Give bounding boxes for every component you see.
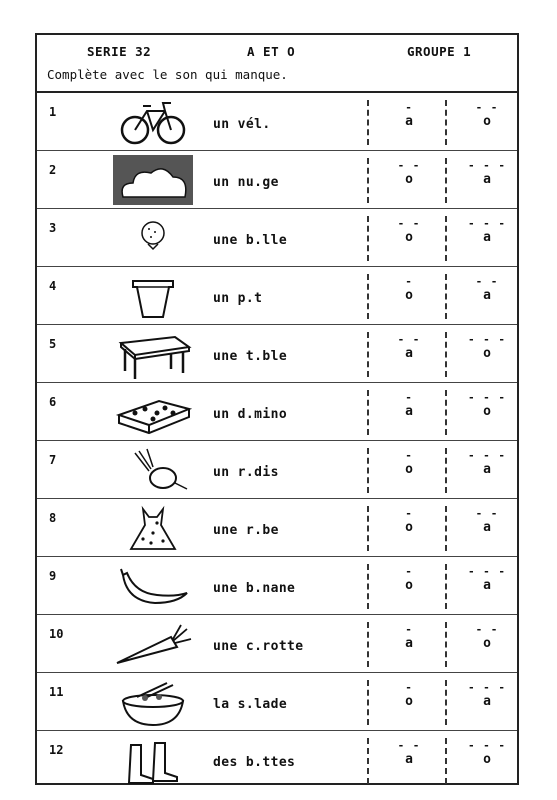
syllable-marks: - - - [467, 565, 507, 578]
exercise-row [37, 267, 517, 325]
syllable-marks: - - - [467, 159, 507, 172]
exercise-number: 6 [49, 395, 57, 409]
syllable-marks: - - - [467, 391, 507, 404]
answer-option-2[interactable] [453, 683, 521, 709]
exercise-number: 1 [49, 105, 57, 119]
option-letter: a [483, 172, 491, 187]
exercise-number: 11 [49, 685, 64, 699]
dashed-divider [445, 738, 447, 784]
syllable-marks: - [405, 681, 413, 694]
exercise-row [37, 499, 517, 557]
banana-illustration [113, 561, 193, 611]
answer-option-1[interactable] [375, 567, 443, 593]
dashed-divider [445, 564, 447, 609]
answer-option-2[interactable] [453, 277, 521, 303]
answer-option-2[interactable] [453, 509, 521, 535]
dashed-divider [445, 448, 447, 493]
option-letter: o [405, 694, 413, 709]
syllable-marks: - [405, 275, 413, 288]
option-letter: o [405, 230, 413, 245]
exercise-word: un nu.ge [213, 175, 279, 190]
answer-option-2[interactable] [453, 625, 521, 651]
option-letter: a [405, 404, 413, 419]
exercise-word: un d.mino [213, 407, 288, 422]
answer-option-2[interactable] [453, 103, 521, 129]
exercise-word: une r.be [213, 523, 279, 538]
option-letter: o [483, 404, 491, 419]
option-letter: a [483, 288, 491, 303]
dress-illustration [113, 503, 193, 553]
option-letter: a [405, 636, 413, 651]
exercise-row [37, 557, 517, 615]
dashed-divider [367, 274, 369, 319]
answer-option-1[interactable] [375, 741, 443, 767]
option-letter: o [405, 578, 413, 593]
option-letter: o [405, 172, 413, 187]
syllable-marks: - [405, 565, 413, 578]
answer-option-1[interactable] [375, 103, 443, 129]
table-illustration [113, 329, 193, 379]
option-letter: a [483, 694, 491, 709]
answer-option-2[interactable] [453, 567, 521, 593]
exercise-word: un r.dis [213, 465, 279, 480]
exercise-number: 2 [49, 163, 57, 177]
exercise-number: 3 [49, 221, 57, 235]
syllable-marks: - - - [467, 333, 507, 346]
series-label: SERIE 32 [87, 44, 152, 59]
dashed-divider [367, 564, 369, 609]
dashed-divider [367, 622, 369, 667]
answer-option-1[interactable] [375, 335, 443, 361]
domino-illustration [113, 387, 193, 437]
syllable-marks: - - [397, 333, 421, 346]
syllable-marks: - - - [467, 681, 507, 694]
syllable-marks: - - [475, 275, 499, 288]
option-letter: o [405, 288, 413, 303]
answer-option-1[interactable] [375, 683, 443, 709]
exercise-word: une c.rotte [213, 639, 304, 654]
dashed-divider [445, 158, 447, 203]
exercise-row [37, 93, 517, 151]
answer-option-2[interactable] [453, 219, 521, 245]
option-letter: a [483, 462, 491, 477]
exercise-row [37, 151, 517, 209]
syllable-marks: - - [397, 217, 421, 230]
option-letter: o [483, 114, 491, 129]
exercise-word: des b.ttes [213, 755, 296, 770]
exercise-row [37, 673, 517, 731]
dashed-divider [445, 332, 447, 377]
answer-option-1[interactable] [375, 451, 443, 477]
exercise-word: une b.nane [213, 581, 296, 596]
syllable-marks: - [405, 101, 413, 114]
dashed-divider [367, 158, 369, 203]
syllable-marks: - - - [467, 739, 507, 752]
exercise-word: une b.lle [213, 233, 288, 248]
group-label: GROUPE 1 [407, 44, 472, 59]
exercise-row [37, 209, 517, 267]
cloud-illustration [113, 155, 193, 205]
option-letter: a [405, 114, 413, 129]
dashed-divider [445, 680, 447, 725]
answer-option-1[interactable] [375, 161, 443, 187]
answer-option-1[interactable] [375, 393, 443, 419]
syllable-marks: - [405, 507, 413, 520]
option-letter: a [483, 520, 491, 535]
topic-label: A ET O [247, 44, 296, 59]
dashed-divider [367, 448, 369, 493]
syllable-marks: - [405, 391, 413, 404]
syllable-marks: - - [397, 159, 421, 172]
dashed-divider [367, 680, 369, 725]
exercise-row [37, 615, 517, 673]
answer-option-1[interactable] [375, 277, 443, 303]
boots-illustration [113, 735, 193, 785]
answer-option-1[interactable] [375, 219, 443, 245]
dashed-divider [445, 622, 447, 667]
dashed-divider [367, 506, 369, 551]
answer-option-2[interactable] [453, 161, 521, 187]
option-letter: o [483, 752, 491, 767]
option-letter: a [405, 346, 413, 361]
answer-option-2[interactable] [453, 451, 521, 477]
answer-option-1[interactable] [375, 625, 443, 651]
worksheet-header [37, 35, 517, 93]
dashed-divider [445, 506, 447, 551]
exercise-word: la s.lade [213, 697, 288, 712]
salad-bowl-illustration [113, 677, 193, 727]
exercise-word: un p.t [213, 291, 263, 306]
syllable-marks: - - [397, 739, 421, 752]
option-letter: o [483, 636, 491, 651]
option-letter: a [483, 578, 491, 593]
exercise-word: un vél. [213, 117, 271, 132]
exercise-number: 4 [49, 279, 57, 293]
carrot-illustration [113, 619, 193, 669]
dashed-divider [445, 100, 447, 145]
exercise-word: une t.ble [213, 349, 288, 364]
exercise-row [37, 383, 517, 441]
answer-option-2[interactable] [453, 741, 521, 767]
option-letter: a [483, 230, 491, 245]
instruction-text: Complète avec le son qui manque. [47, 67, 288, 82]
dashed-divider [367, 216, 369, 261]
option-letter: o [405, 462, 413, 477]
syllable-marks: - - [475, 101, 499, 114]
exercise-number: 7 [49, 453, 57, 467]
dashed-divider [367, 100, 369, 145]
worksheet [35, 33, 519, 785]
exercise-number: 8 [49, 511, 57, 525]
syllable-marks: - - [475, 507, 499, 520]
exercise-number: 12 [49, 743, 64, 757]
radish-illustration [113, 445, 193, 495]
exercise-row [37, 731, 517, 789]
exercise-number: 9 [49, 569, 57, 583]
exercise-number: 10 [49, 627, 64, 641]
exercise-list [37, 93, 517, 789]
exercise-row [37, 441, 517, 499]
pot-illustration [113, 271, 193, 321]
dashed-divider [445, 274, 447, 319]
dashed-divider [445, 216, 447, 261]
bicycle-illustration [113, 97, 193, 147]
exercise-number: 5 [49, 337, 57, 351]
syllable-marks: - - - [467, 217, 507, 230]
syllable-marks: - [405, 449, 413, 462]
answer-option-2[interactable] [453, 335, 521, 361]
dashed-divider [367, 390, 369, 435]
ball-illustration [113, 213, 193, 263]
option-letter: o [405, 520, 413, 535]
exercise-row [37, 325, 517, 383]
syllable-marks: - - - [467, 449, 507, 462]
syllable-marks: - - [475, 623, 499, 636]
syllable-marks: - [405, 623, 413, 636]
answer-option-1[interactable] [375, 509, 443, 535]
dashed-divider [367, 332, 369, 377]
dashed-divider [445, 390, 447, 435]
dashed-divider [367, 738, 369, 784]
option-letter: o [483, 346, 491, 361]
answer-option-2[interactable] [453, 393, 521, 419]
option-letter: a [405, 752, 413, 767]
